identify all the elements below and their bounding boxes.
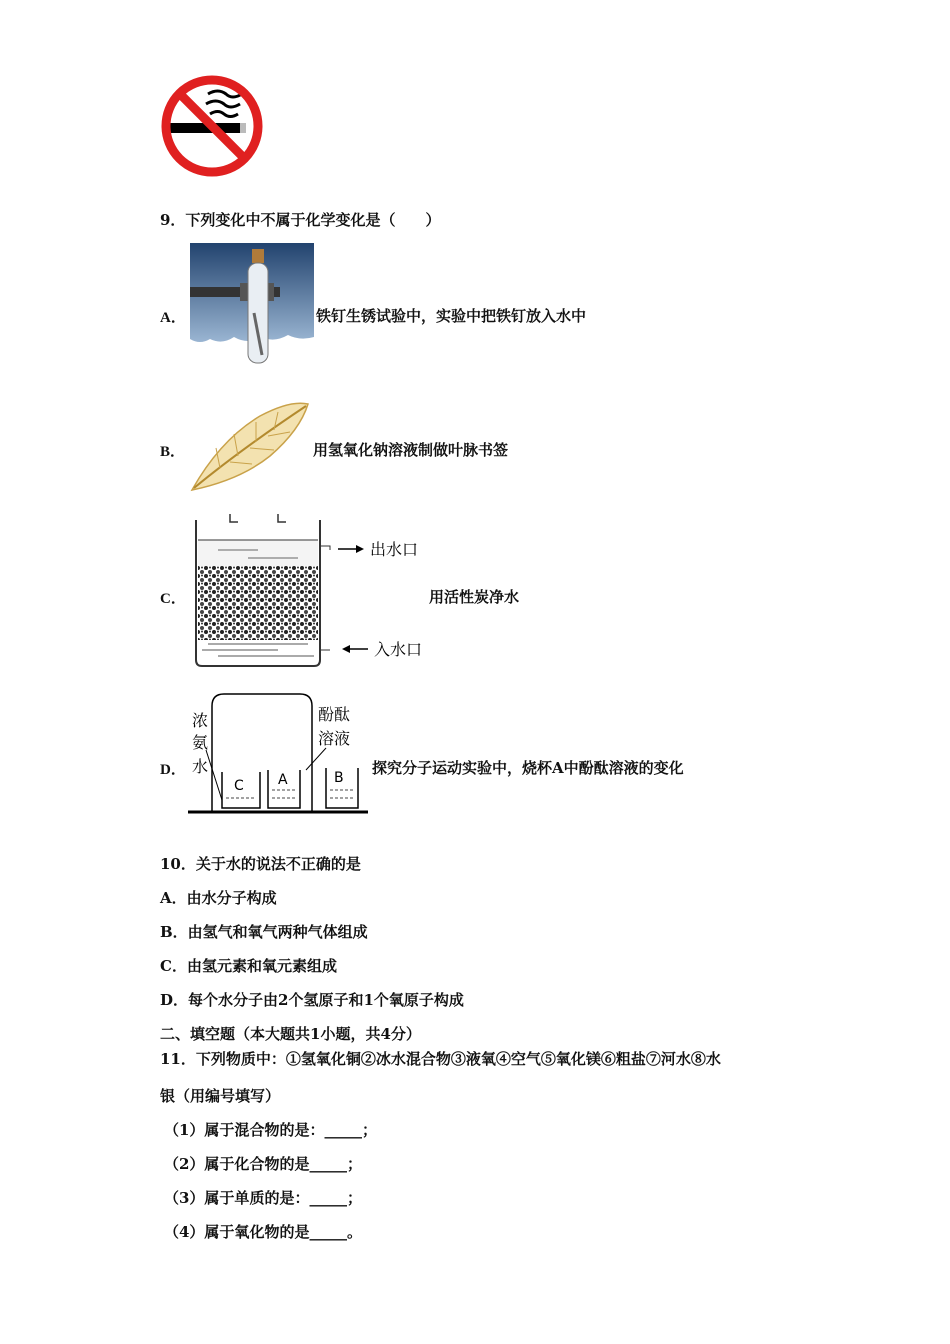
- q9-option-d-key: D．: [160, 762, 186, 778]
- no-smoking-sign: [158, 72, 266, 180]
- test-tube-photo: [190, 243, 314, 367]
- q11-stem-line2: 银（用编号填写）: [160, 1087, 281, 1105]
- q11-blank-1: （1）属于混合物的是：_____；: [164, 1121, 377, 1139]
- beaker-b-label: B: [334, 770, 344, 786]
- water-filter-icon: [188, 510, 438, 670]
- beaker-experiment-icon: [186, 690, 370, 818]
- q9-option-b-text: 用氢氧化钠溶液制做叶脉书签: [313, 441, 509, 459]
- q11-stem-line1: 11．下列物质中：①氢氧化铜②冰水混合物③液氧④空气⑤氧化镁⑥粗盐⑦河水⑧水: [160, 1050, 721, 1068]
- q10-option-c: C．由氢元素和氧元素组成: [160, 957, 337, 975]
- q9-option-c-text: 用活性炭净水: [429, 588, 520, 606]
- leaf-vein-icon: [190, 400, 312, 494]
- q11-blank-4: （4）属于氧化物的是_____。: [164, 1223, 362, 1241]
- carbon-filter-diagram: [188, 510, 438, 670]
- no-smoking-icon: [158, 72, 266, 180]
- ammonia-label-2: 氨: [192, 733, 209, 752]
- beaker-a-label: A: [278, 772, 288, 788]
- q9-option-c-key: C．: [160, 591, 186, 607]
- q9-option-a-key: A．: [160, 310, 186, 326]
- phenol-label-2: 溶液: [318, 729, 351, 748]
- q9-option-b-key: B．: [160, 444, 186, 460]
- beaker-c-label: C: [234, 778, 244, 794]
- q11-blank-3: （3）属于单质的是：_____；: [164, 1189, 362, 1207]
- q10-stem: 10．关于水的说法不正确的是: [160, 855, 361, 873]
- inlet-label: 入水口: [374, 640, 423, 659]
- q9-stem: 9．下列变化中不属于化学变化是（ ）: [160, 211, 441, 229]
- ammonia-label-1: 浓: [192, 711, 209, 730]
- leaf-skeleton-photo: [190, 400, 312, 494]
- q9-option-a-text: 铁钉生锈试验中，实验中把铁钉放入水中: [316, 307, 587, 325]
- phenol-label-1: 酚酞: [318, 705, 351, 724]
- q9-option-d-text: 探究分子运动实验中，烧杯A中酚酞溶液的变化: [372, 759, 684, 777]
- outlet-label: 出水口: [370, 540, 419, 559]
- molecule-diffusion-diagram: [186, 690, 370, 818]
- q11-blank-2: （2）属于化合物的是_____；: [164, 1155, 362, 1173]
- q10-option-a: A．由水分子构成: [160, 889, 277, 907]
- section-title: 二、填空题（本大题共1小题，共4分）: [160, 1025, 421, 1043]
- ammonia-label-3: 水: [192, 757, 209, 776]
- q10-option-b: B．由氢气和氧气两种气体组成: [160, 923, 368, 941]
- test-tube-clamp-icon: [190, 243, 314, 367]
- q10-option-d: D．每个水分子由2个氢原子和1个氧原子构成: [160, 991, 464, 1009]
